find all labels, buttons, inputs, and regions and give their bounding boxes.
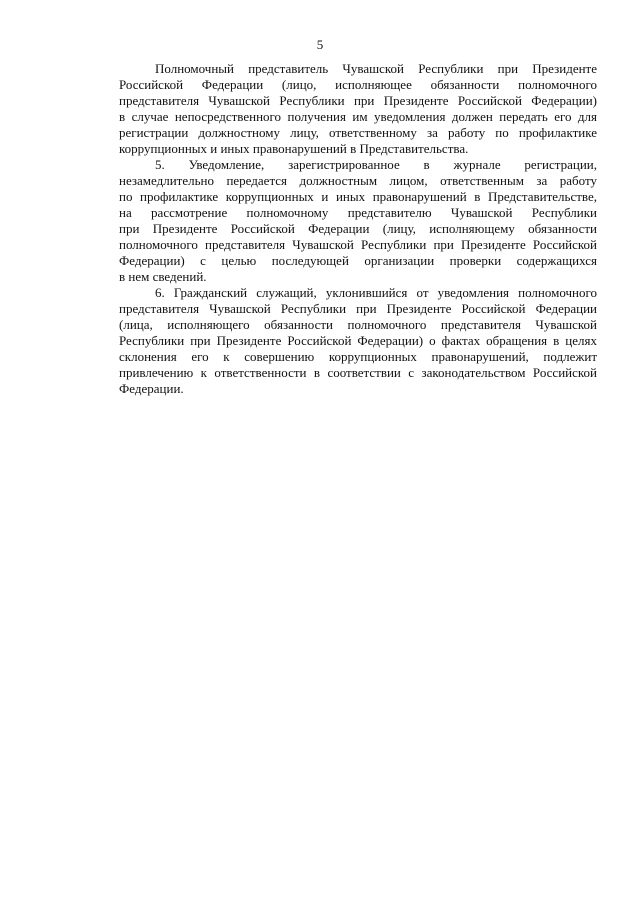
text-line: (лица, исполняющего обязанности полномочного представителя Чувашской xyxy=(119,317,597,332)
paragraph-clause-5 xyxy=(119,157,597,285)
text-line: при Президенте Российской Федерации (лицу, исполняющему обязанности xyxy=(119,221,597,236)
text-line: Российской Федерации (лицо, исполняющее обязанности полномочного xyxy=(119,77,597,92)
text-line: коррупционных и иных правонарушений в Представительства. xyxy=(119,141,469,156)
text-line: представителя Чувашской Республики при Президенте Российской Федерации xyxy=(119,301,597,316)
text-line: полномочного представителя Чувашской Республики при Президенте Российской xyxy=(119,237,597,252)
document-body xyxy=(119,61,597,397)
text-line: представителя Чувашской Республики при Президенте Российской Федерации) xyxy=(119,93,597,108)
text-line: в случае непосредственного получения им уведомления должен передать его для xyxy=(119,109,597,124)
paragraph-clause-4-continuation xyxy=(119,61,597,157)
text-line: 5. Уведомление, зарегистрированное в журнале регистрации, xyxy=(155,157,597,172)
text-line: регистрации должностному лицу, ответственному за работу по профилактике xyxy=(119,125,597,140)
text-line: привлечению к ответственности в соответствии с законодательством Российской xyxy=(119,365,597,380)
text-line: склонения его к совершению коррупционных правонарушений, подлежит xyxy=(119,349,597,364)
text-line: Республики при Президенте Российской Федерации) о фактах обращения в целях xyxy=(119,333,597,348)
text-line: Федерации. xyxy=(119,381,184,396)
text-line: на рассмотрение полномочному представителю Чувашской Республики xyxy=(119,205,597,220)
text-line: Полномочный представитель Чувашской Республики при Президенте xyxy=(155,61,597,76)
paragraph-clause-6 xyxy=(119,285,597,397)
text-line: по профилактике коррупционных и иных правонарушений в Представительстве, xyxy=(119,189,597,204)
text-line: в нем сведений. xyxy=(119,269,207,284)
text-line: Федерации) с целью последующей организации проверки содержащихся xyxy=(119,253,597,268)
text-line: 6. Гражданский служащий, уклонившийся от уведомления полномочного xyxy=(155,285,597,300)
page-number: 5 xyxy=(316,37,324,52)
text-line: незамедлительно передается должностным лицом, ответственным за работу xyxy=(119,173,597,188)
